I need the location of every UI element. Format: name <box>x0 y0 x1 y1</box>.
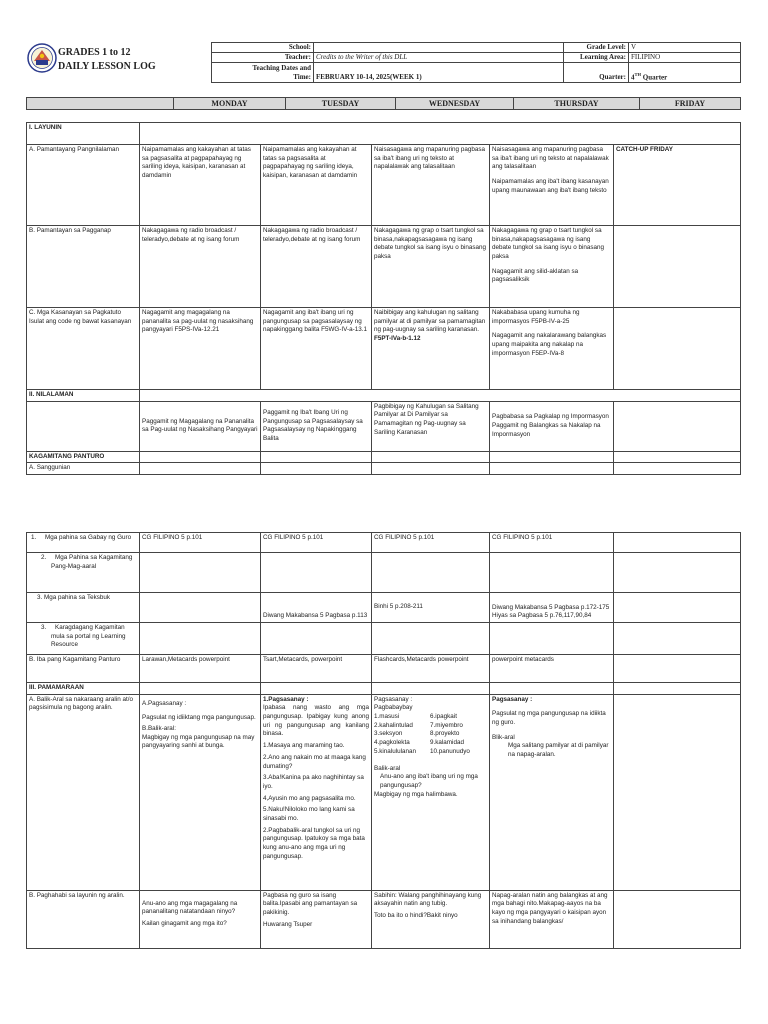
karagdagang-kagamitan-text: Karagdagang Kagamitan mula sa portal ng Learning Resource <box>51 624 126 649</box>
quarter-number: 4 <box>631 73 635 82</box>
nilalaman-label-blank <box>27 401 140 451</box>
b-thursday-p2: Nagagamit ang silid-aklatan sa pagsasaliksik <box>492 267 579 284</box>
teksbuk-tuesday: Diwang Makabansa 5 Pagbasa p.113 <box>261 593 372 623</box>
mga-kasanayan-label <box>27 308 140 390</box>
mga-kasanayan-label-line2: Isulat ang code ng bawat kasanayan <box>29 317 132 325</box>
nilalaman-heading: II. NILALAMAN <box>27 390 140 402</box>
grade-level-label: Grade Level: <box>564 43 629 53</box>
nilalaman-monday: Paggamit ng Magagalang na Pananalita sa Pag-uulat ng Nasaksihang Pangyayari <box>140 401 261 451</box>
balik-aral-wednesday-p3: Balik-aral <box>374 764 401 772</box>
day-tuesday: TUESDAY <box>286 98 396 110</box>
teaching-dates-label-line1: Teaching Dates and <box>252 63 311 72</box>
paghahabi-monday-p2: Kailan ginagamit ang mga ito? <box>142 920 227 928</box>
learning-area-value: FILIPINO <box>629 53 741 63</box>
iba-pang-kagamitan-label: B. Iba pang Kagamitang Panturo <box>27 655 140 683</box>
a-thursday <box>490 145 614 226</box>
nilalaman-wednesday: Pagbibigay ng Kahulugan sa Salitang Pamilyar at Di Pamilyar sa Pamamagitan ng Pag-uugnay sa Sariling Karanasan <box>372 401 490 451</box>
balik-aral-tuesday-p5: 3.Aba!Kanina pa ako naghihintay sa iyo. <box>263 774 364 790</box>
a-wednesday: Naisasagawa ang mapanuring pagbasa sa iba't ibang uri ng teksto at napalalawak ang talasalitaan <box>372 145 490 226</box>
layunin-heading: I. LAYUNIN <box>27 123 140 145</box>
c-wednesday-text: Naibibigay ang kahulugan ng salitang pamilyar at di pamilyar sa pamamagitan ng pag-uugnay sa sariling karanasan. <box>374 309 486 334</box>
b-tuesday: Nakagagawa ng radio broadcast / teleradyo,debate at ng isang forum <box>261 226 372 308</box>
paghahabi-monday-p1: Anu-ano ang mga magagalang na pananalitang natatandaan ninyo? <box>142 899 238 916</box>
balik-aral-tuesday <box>261 694 372 890</box>
grade-level-value: V <box>629 43 741 53</box>
kagamitang-pang-mag-aaral-text: Mga Pahina sa Kagamitang Pang-Mag-aaral <box>51 554 133 570</box>
teksbuk-wednesday: Binhi 5 p.208-211 <box>372 593 490 623</box>
teksbuk-friday <box>614 593 741 623</box>
balik-aral-tuesday-p4: 2.Ano ang nakain mo at maaga kang dumating? <box>263 753 366 770</box>
gabay-ng-guro-text: Mga pahina sa Gabay ng Guro <box>45 534 132 541</box>
day-monday: MONDAY <box>174 98 286 110</box>
iba-monday: Larawan,Metacards powerpoint <box>140 655 261 683</box>
balik-aral-thursday-p1: Pagsasanay : <box>492 695 533 703</box>
balik-aral-wednesday-p1: Pagsasanay : <box>374 695 413 703</box>
c-thursday <box>490 308 614 390</box>
gabay-thursday: CG FILIPINO 5 p.101 <box>490 533 614 553</box>
a-thursday-p2: Naipamamalas ang iba't ibang kasanayan upang maunawaan ang iba't ibang teksto <box>492 178 609 194</box>
spelling-word: 6.ipagkait <box>430 713 457 721</box>
c-thursday-p1: Nakababasa upang kumuha ng impormasyos F5PB-IV-a-25 <box>492 309 580 325</box>
spelling-word: 10.panunudyo <box>430 747 470 755</box>
iba-tuesday: Tsart,Metacards, powerpoint <box>261 655 372 683</box>
teksbuk-monday <box>140 593 261 623</box>
lesson-table-part1 <box>26 122 741 475</box>
paghahabi-tuesday-p1: Pagbasa ng guro sa isang balita.Ipasabi ang pamantayan sa pakikinig. <box>263 891 358 917</box>
learning-area-label: Learning Area: <box>564 53 629 63</box>
c-tuesday: Nagagamit ang iba't ibang uri ng pangungusap sa pagsasalaysay ng napakinggang balita F5WG-IV-a-13.1 <box>261 308 372 390</box>
gabay-tuesday: CG FILIPINO 5 p.101 <box>261 533 372 553</box>
paghahabi-thursday: Napag-aralan natin ang balangkas at ang mga bahagi nito.Makapag-aayos na ba kayo ng mga pangyayari o kaisipan ayon sa inihandang balangkas/ <box>490 890 614 948</box>
balik-aral-monday-p2: Pagsulat ng idiiktang mga pangungusap. <box>142 714 256 722</box>
b-thursday-p1: Nakagagawa ng grap o tsart tungkol sa binasa,nakapagsasagawa ng isang debate tungkol sa isang isyu o binasang paksa <box>492 227 605 261</box>
spelling-word: 8.proyekto <box>430 730 460 738</box>
balik-aral-thursday <box>490 694 614 890</box>
day-wednesday: WEDNESDAY <box>396 98 514 110</box>
nilalaman-thursday-p1: Pagbabasa sa Pagkalap ng Impormasyon <box>492 413 609 421</box>
spelling-word: 4.pagkolekta <box>374 739 410 747</box>
teacher-value: Credits to the Writer of this DLL <box>314 53 564 63</box>
balik-aral-monday-p1: A.Pagsasanay : <box>142 699 187 707</box>
c-monday: Nagagamit ang magagalang na pananalita sa pag-uulat ng nasaksihang pangyayari F5PS-IVa-12.21 <box>140 308 261 390</box>
balik-aral-tuesday-p8: 2.Pagbabalik-aral tungkol sa uri ng pangungusap. Ipatukoy sa mga bata kung anu-ano ang mga uri ng pangungusap. <box>263 826 365 860</box>
gabay-wednesday: CG FILIPINO 5 p.101 <box>372 533 490 553</box>
teksbuk-label: 3. Mga pahina sa Teksbuk <box>27 593 140 623</box>
spelling-word: 5.kinalululanan <box>374 747 417 755</box>
pamantayan-sa-pagganap-label: B. Pamantayan sa Pagganap <box>27 226 140 308</box>
spelling-word: 9.kalamidad <box>430 739 464 747</box>
gabay-monday: CG FILIPINO 5 p.101 <box>140 533 261 553</box>
c-wednesday-code: F5PT-IVa-b-1.12 <box>374 335 421 343</box>
days-header-row <box>26 97 741 110</box>
spelling-word: 7.miyembro <box>430 721 463 729</box>
day-thursday: THURSDAY <box>514 98 640 110</box>
balik-aral-label: A. Balik-Aral sa nakaraang aralin at/o pagsisimula ng bagong aralin. <box>27 694 140 890</box>
b-monday: Nakagagawa ng radio broadcast / teleradyo,debate at ng isang forum <box>140 226 261 308</box>
gabay-friday <box>614 533 741 553</box>
nilalaman-thursday-p2: Paggamit ng Balangkas sa Nakalap na Impormasyon <box>492 421 601 438</box>
spelling-word-list <box>374 713 487 756</box>
balik-aral-tuesday-p3: 1.Masaya ang maraming tao. <box>263 742 345 750</box>
quarter-value <box>629 63 741 83</box>
form-title-line1: GRADES 1 to 12 <box>58 47 131 58</box>
teksbuk-thursday: Diwang Makabansa 5 Pagbasa p.172-175 Hiyas sa Pagbasa 5 p.76,117,90,84 <box>490 593 614 623</box>
deped-seal-logo <box>27 43 57 73</box>
a-monday: Naipamamalas ang kakayahan at tatas sa pagsasalita at pagpapahayag ng sariling ideya, kaisipan, karanasan at damdamin <box>140 145 261 226</box>
balik-aral-friday <box>614 694 741 890</box>
nilalaman-thursday <box>490 401 614 451</box>
balik-aral-monday <box>140 694 261 890</box>
balik-aral-thursday-p3: Blik-aral <box>492 733 515 741</box>
school-label: School: <box>212 43 314 53</box>
teaching-dates-label-line2: Time: <box>293 72 311 81</box>
spelling-word: 3.seksyon <box>374 730 403 738</box>
b-friday <box>614 226 741 308</box>
paghahabi-wednesday-p1: Sabihin: Walang panghihinayang kung aksayahin natin ang tubig. <box>374 891 482 908</box>
paghahabi-friday <box>614 890 741 948</box>
balik-aral-monday-p4: Magbigay ng mga pangungusap na may pangyayaring sanhi at bunga. <box>142 733 255 750</box>
balik-aral-thursday-p4: Mga salitang pamilyar at di pamilyar na napag-aralan. <box>508 742 609 759</box>
lesson-table-part2 <box>26 532 741 949</box>
layunin-blank <box>140 123 741 145</box>
spelling-word: 1.masusi <box>374 713 400 721</box>
c-friday <box>614 308 741 390</box>
balik-aral-tuesday-p6: 4,Ayusin mo ang pagsasalita mo. <box>263 794 356 802</box>
teacher-label: Teacher: <box>212 53 314 63</box>
c-thursday-p2: Nagagamit ang nakalarawang balangkas upang maipakita ang nakalap na impormasyon F5EP-IVa-8 <box>492 332 607 357</box>
paghahabi-tuesday <box>261 890 372 948</box>
gabay-ng-guro-label: 1. Mga pahina sa Gabay ng Guro <box>27 533 140 553</box>
teaching-dates-value: FEBRUARY 10-14, 2025(WEEK 1) <box>314 63 564 83</box>
mga-kasanayan-label-line1: C. Mga Kasanayan sa Pagkatuto <box>29 309 122 316</box>
day-friday: FRIDAY <box>640 98 741 110</box>
balik-aral-wednesday <box>372 694 490 890</box>
c-wednesday <box>372 308 490 390</box>
form-title-line2: DAILY LESSON LOG <box>58 60 156 72</box>
pamantayang-pangnilalaman-label: A. Pamantayang Pangnilalaman <box>27 145 140 226</box>
pamamaraan-heading: III. PAMAMARAAN <box>27 683 140 695</box>
paghahabi-wednesday <box>372 890 490 948</box>
karagdagang-kagamitan-label: 3. Karagdagang Kagamitan mula sa portal ng Learning Resource <box>27 623 140 655</box>
balik-aral-tuesday-p1: 1.Pagsasanay : <box>263 695 309 703</box>
a-tuesday: Naipamamalas ang kakayahan at tatas sa pagsasalita at pagpapahayag ng sariling ideya, kaisipan, karanasan at damdamin <box>261 145 372 226</box>
paghahabi-wednesday-p2: Toto ba ito o hindi?Bakit ninyo <box>374 912 458 920</box>
spelling-word: 2.kahalintulad <box>374 721 413 729</box>
nilalaman-tuesday: Paggamit ng Iba't Ibang Uri ng Pangungusap sa Pagsasalaysay sa Pagsasalaysay ng Napakinggang Balita <box>261 401 372 451</box>
balik-aral-wednesday-p5: Magbigay ng mga halimbawa. <box>374 790 458 798</box>
balik-aral-monday-p3: B.Balik-aral: <box>142 725 176 733</box>
quarter-suffix: TH <box>634 71 642 77</box>
paghahabi-tuesday-p2: Huwarang Tsuper <box>263 920 313 928</box>
quarter-label: Quarter: <box>564 63 629 83</box>
days-blank-cell <box>27 98 174 110</box>
kagamitang-pang-mag-aaral-label: 2. Mga Pahina sa Kagamitang Pang-Mag-aaral <box>27 553 140 593</box>
nilalaman-friday <box>614 401 741 451</box>
b-thursday <box>490 226 614 308</box>
balik-aral-tuesday-p2: Ipabasa nang wasto ang mga pangungusap. Ipabigay kung anong uri ng pangungusap ang kanilang binasa. <box>263 704 369 738</box>
paghahabi-monday <box>140 890 261 948</box>
school-value <box>314 43 564 53</box>
iba-wednesday: Flashcards,Metacards powerpoint <box>372 655 490 683</box>
b-wednesday: Nakagagawa ng grap o tsart tungkol sa binasa,nakapagsasagawa ng isang debate tungkol sa isang isyu o binasang paksa <box>372 226 490 308</box>
header-info-table <box>211 42 741 83</box>
balik-aral-wednesday-p4: Anu-ano ang iba't ibang uri ng mga pangungusap? <box>380 773 478 789</box>
a-thursday-p1: Naisasagawa ang mapanuring pagbasa sa iba't ibang uri ng teksto at napalalawak ang talasalitaan <box>492 146 609 171</box>
kagamitang-panturo-heading: KAGAMITANG PANTURO <box>27 451 140 463</box>
sanggunian-label: A. Sanggunian <box>27 463 140 475</box>
a-friday: CATCH-UP FRIDAY <box>614 145 741 226</box>
paghahabi-label: B. Paghahabi sa layunin ng aralin. <box>27 890 140 948</box>
balik-aral-thursday-p2: Pagsulat ng mga pangungusap na idiikta ng guro. <box>492 710 606 727</box>
nilalaman-blank <box>140 390 741 402</box>
form-title <box>58 46 156 73</box>
balik-aral-tuesday-p7: 5.Naku!Niloloko mo lang kami sa sinasabi mo. <box>263 806 355 822</box>
iba-thursday: powerpoint metacards <box>490 655 614 683</box>
quarter-word: Quarter <box>641 73 668 82</box>
balik-aral-wednesday-p2: Pagbabaybay <box>374 704 413 712</box>
teaching-dates-label <box>212 63 314 83</box>
iba-friday <box>614 655 741 683</box>
